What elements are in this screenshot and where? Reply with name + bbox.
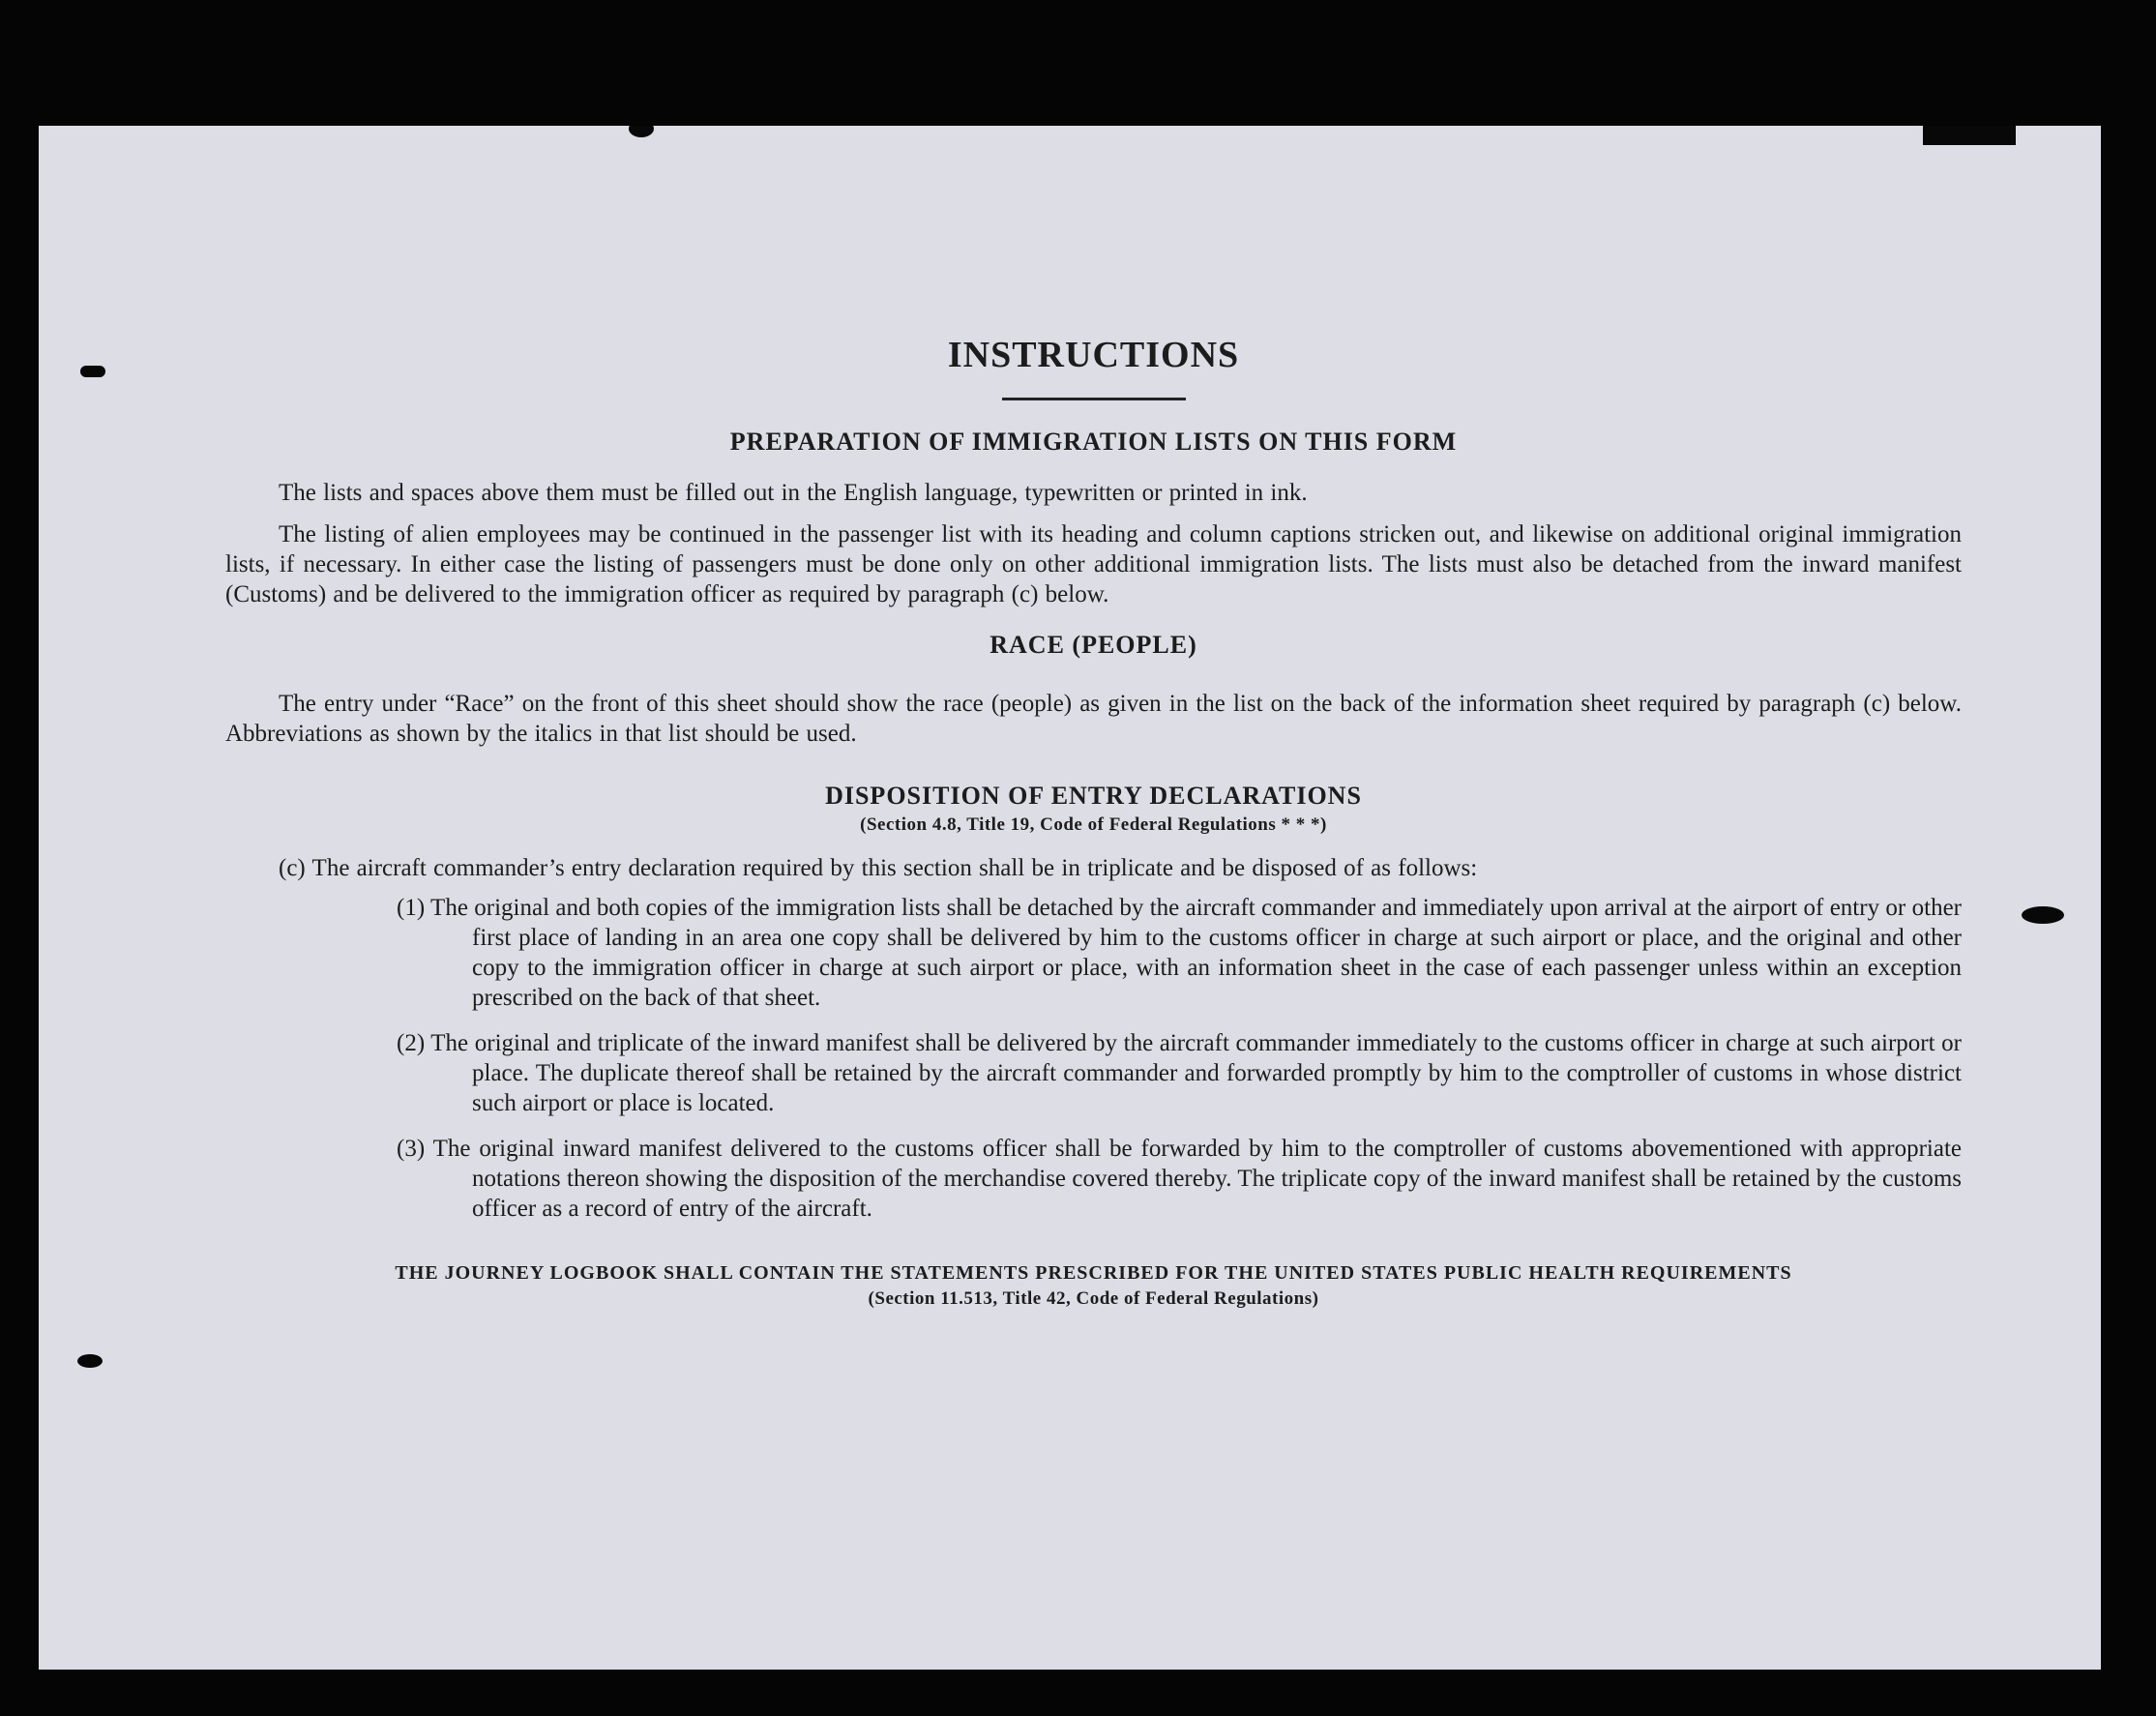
- punch-hole-mark: [77, 1354, 103, 1368]
- list-item-1: (1) The original and both copies of the immigration lists shall be detached by the aircraft commander and immediately upon arrival at the airport of entry or other first place of landing in an area one copy shall be delivered by him to the customs officer in charge at such airport or place, and the original and other copy to the immigration officer in charge at such airport or place, with an information sheet in the case of each passenger unless within an exception prescribed on the back of that sheet.: [397, 895, 1962, 1011]
- ink-blot: [629, 126, 654, 137]
- paragraph-alien-employees: The listing of alien employees may be continued in the passenger list with its heading and column captions stricken out, and likewise on additional original immigration lists, if necessary. In either case the listing of passengers must be done only on other additional immigration lists. The lists must also be detached from the inward manifest (Customs) and be delivered to the immigration officer as required by paragraph (c) below.: [225, 521, 1962, 607]
- document-page: [39, 126, 2101, 1670]
- punch-hole-mark: [80, 366, 105, 377]
- title-underline: [1002, 398, 1186, 400]
- paragraph-race-entry: The entry under “Race” on the front of this sheet should show the race (people) as given in the list on the back of the information sheet required by paragraph (c) below. Abbreviations as shown by the italics in that list should be used.: [225, 691, 1962, 747]
- list-item-3: (3) The original inward manifest delivered to the customs officer shall be forwarded by him to the comptroller of customs abovementioned with appropriate notations thereon showing the disposition of the merchandise covered thereby. The triplicate copy of the inward manifest shall be retained by the customs officer as a record of entry of the aircraft.: [397, 1136, 1962, 1222]
- tape-mark: [1923, 126, 2016, 145]
- footer-citation: (Section 11.513, Title 42, Code of Federal Regulations): [868, 1288, 1319, 1309]
- list-item-2: (2) The original and triplicate of the inward manifest shall be delivered by the aircraft commander immediately to the customs officer in charge at such airport or place. The duplicate thereof shall be retained by the aircraft commander and forwarded promptly by him to the comptroller of customs in whose district such airport or place is located.: [397, 1030, 1962, 1116]
- document-content: [225, 334, 1962, 1310]
- page-title: INSTRUCTIONS: [947, 335, 1240, 375]
- section-citation: (Section 4.8, Title 19, Code of Federal Regulations * * *): [860, 814, 1327, 835]
- section-heading-preparation: PREPARATION OF IMMIGRATION LISTS ON THIS FORM: [729, 428, 1458, 456]
- footer-statement: THE JOURNEY LOGBOOK SHALL CONTAIN THE STATEMENTS PRESCRIBED FOR THE UNITED STATES PUBLIC HEALTH REQUIREMENTS: [395, 1262, 1792, 1284]
- paragraph-language: The lists and spaces above them must be filled out in the English language, typewritten or printed in ink.: [279, 480, 1308, 506]
- section-heading-disposition: DISPOSITION OF ENTRY DECLARATIONS: [825, 782, 1362, 810]
- paragraph-entry-declaration: (c) The aircraft commander’s entry declaration required by this section shall be in triplicate and be disposed of as follows:: [279, 855, 1478, 881]
- ink-blot: [2022, 906, 2064, 924]
- section-heading-race: RACE (PEOPLE): [989, 631, 1197, 659]
